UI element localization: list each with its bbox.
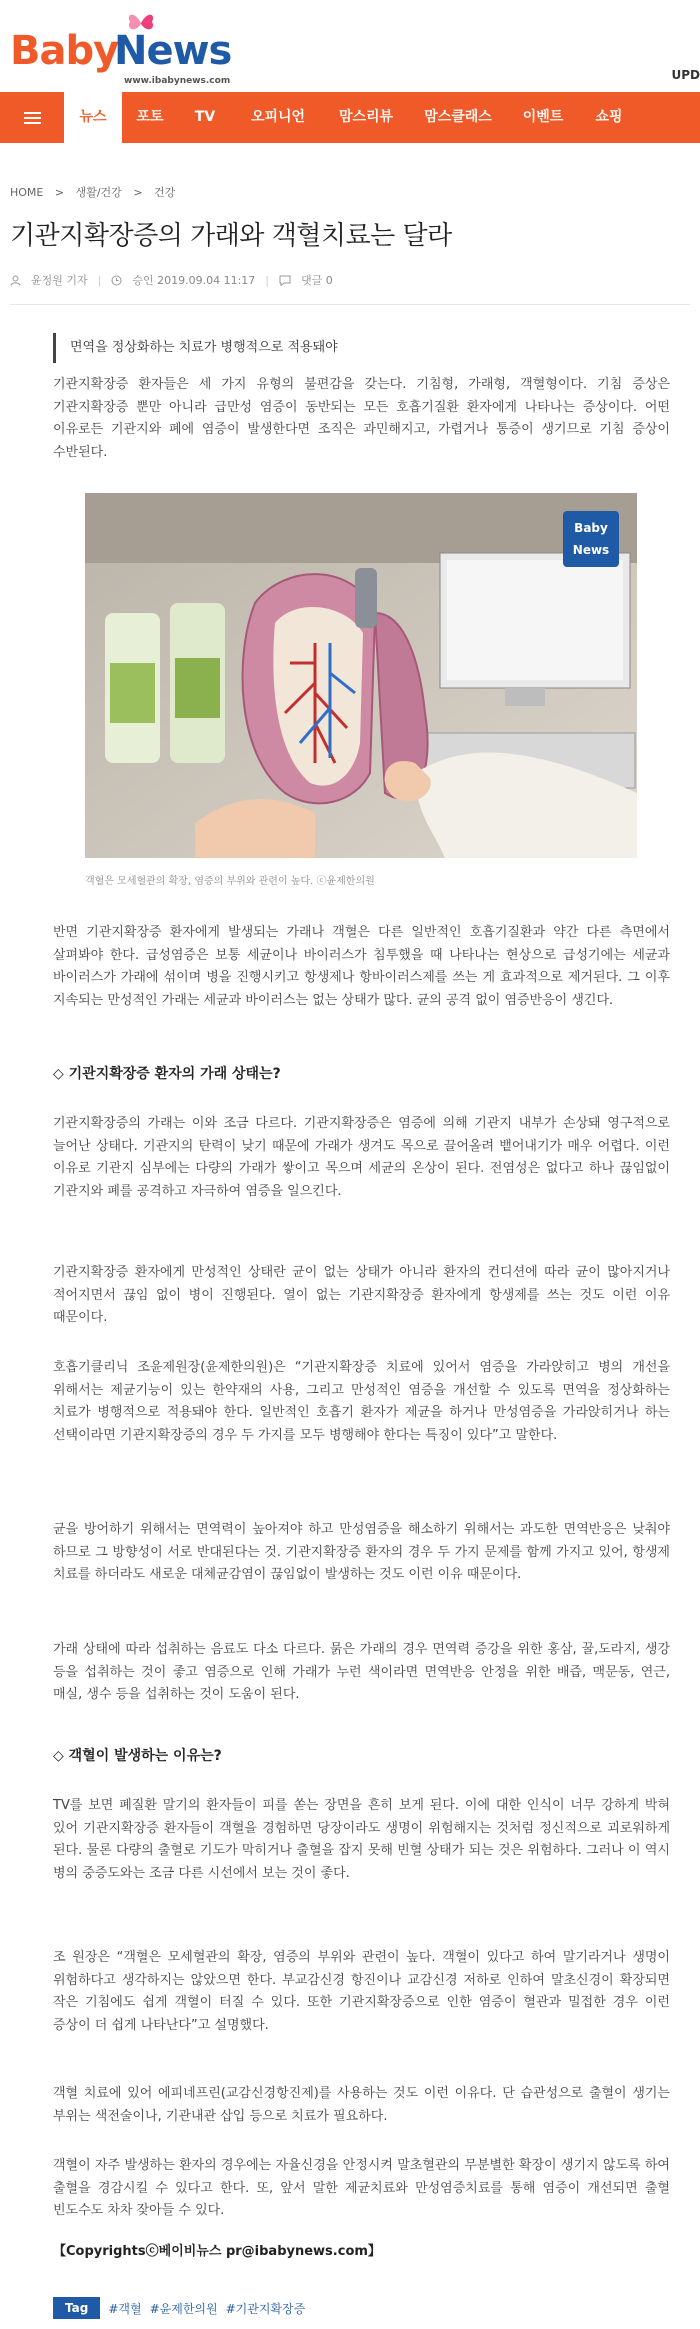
article-paragraph: 객혈 치료에 있어 에피네프린(교감신경항진제)를 사용하는 것도 이런 이유다. 단 습관성으로 출혈이 생기는 부위는 색전술이나, 기관내관 삽입 등으로 치료가 필요하다. bbox=[53, 2086, 670, 2124]
section-heading: ◇ 기관지확장증 환자의 가래 상태는? bbox=[53, 1066, 281, 1082]
tag-link[interactable]: #객혈 bbox=[108, 2301, 142, 2316]
watermark-news: News bbox=[572, 543, 610, 557]
tag-link[interactable]: #기관지확장증 bbox=[225, 2301, 306, 2316]
main-nav bbox=[0, 92, 700, 143]
article-meta bbox=[10, 272, 333, 288]
article-paragraph: 기관지확장증 환자들은 세 가지 유형의 불편감을 갖는다. 기침형, 가래형, 객혈형이다. 기침 증상은 기관지확장증 뿐만 아니라 급만성 염증이 동반되는 모든 호흡기질환 환자에게 나타나는 증상이다. 어떤 이유로든 기관지와 폐에 염증이 발생한다면 조직은 과민해지고, 가렵거나 통증이 생기므로 기침 증상이 수반된다. bbox=[53, 377, 670, 461]
clock-icon bbox=[111, 275, 122, 286]
article-subheading: 면역을 정상화하는 치료가 병행적으로 적용돼야 bbox=[53, 333, 647, 363]
watermark-baby: Baby bbox=[574, 521, 608, 535]
title-divider bbox=[10, 304, 690, 305]
comment-icon bbox=[279, 275, 291, 286]
article-paragraph: TV를 보면 폐질환 말기의 환자들이 피를 쏟는 장면을 흔히 보게 된다. 이에 대한 인식이 너무 강하게 박혀 있어 기관지확장증 환자들이 객혈을 경험하면 당장이라도 생명이 위험해지는 것처럼 정신적으로 괴로워하게 된다. 물론 다량의 출혈로 기도가 막히거나 출혈을 잡지 못해 빈혈 상태가 되는 것은 위험하다. 그러나 이 역시 병의 중증도와는 조금 다른 시선에서 보는 것이 좋다. bbox=[53, 1798, 670, 1882]
nav-item-moms-review[interactable]: 맘스리뷰 bbox=[338, 109, 394, 125]
nav-item-opinion[interactable]: 오피니언 bbox=[250, 109, 306, 125]
lung-model-image bbox=[85, 493, 637, 858]
breadcrumb-subcategory[interactable]: 건강 bbox=[154, 186, 176, 199]
article-paragraph: 기관지확장증 환자에게 만성적인 상태란 균이 없는 상태가 아니라 환자의 컨디션에 따라 균이 많아지거나 적어지면서 끊임 없이 병이 진행된다. 열이 없는 기관지확장증 환자에게 항생제를 쓰는 것도 이런 이유 때문이다. bbox=[53, 1265, 670, 1326]
logo-baby-text: Baby bbox=[10, 28, 119, 74]
user-icon bbox=[10, 275, 21, 286]
article-paragraph: 균을 방어하기 위해서는 면역력이 높아져야 하고 만성염증을 해소하기 위해서는 과도한 면역반응은 낮춰야 하므로 그 방향성이 서로 반대된다는 것. 기관지확장증 환자의 경우 두 가지 문제를 함께 가지고 있어, 항생제 치료를 하더라도 새로운 대체균감염이 끊임없이 발생하는 것도 이런 이유 때문이다. bbox=[53, 1522, 670, 1583]
site-logo[interactable] bbox=[10, 10, 245, 85]
nav-item-photo[interactable]: 포토 bbox=[136, 109, 164, 125]
nav-item-news[interactable]: 뉴스 bbox=[64, 92, 122, 143]
breadcrumb-category[interactable]: 생활/건강 bbox=[75, 186, 122, 199]
site-header bbox=[0, 0, 700, 92]
photo-caption: 객혈은 모세혈관의 확장, 염증의 부위와 관련이 높다. ⓒ윤제한의원 bbox=[85, 876, 375, 887]
breadcrumb-home[interactable]: HOME bbox=[10, 186, 44, 199]
tag-link[interactable]: #윤제한의원 bbox=[149, 2301, 218, 2316]
nav-item-moms-class[interactable]: 맘스클래스 bbox=[424, 109, 492, 125]
breadcrumb bbox=[10, 184, 183, 200]
breadcrumb-separator: > bbox=[133, 186, 143, 199]
article-paragraph: 기관지확장증의 가래는 이와 조금 다르다. 기관지확장증은 염증에 의해 기관지 내부가 손상돼 영구적으로 늘어난 상태다. 기관지의 탄력이 낮기 때문에 가래가 생겨도 목으로 끌어올려 뱉어내기가 매우 어렵다. 이런 이유로 기관지 심부에는 다량의 가래가 쌓이고 목으며 세균의 온상이 된다. 전염성은 없다고 하나 끊임없이 기관지와 폐를 공격하고 자극하여 염증을 일으킨다. bbox=[53, 1116, 670, 1200]
tag-list bbox=[53, 2297, 305, 2319]
article-photo bbox=[85, 493, 637, 858]
article-author: 윤정원 기자 bbox=[31, 274, 88, 287]
article-date: 승인 2019.09.04 11:17 bbox=[132, 274, 256, 287]
article-paragraph: 가래 상태에 따라 섭취하는 음료도 다소 다르다. 묽은 가래의 경우 면역력 증강을 위한 홍삼, 꿀,도라지, 생강 등을 섭취하는 것이 좋고 염증으로 인해 가래가 누런 색이라면 면역반응 안정을 위한 배즙, 맥문동, 연근, 매실, 생수 등을 섭취하는 것이 도움이 된다. bbox=[53, 1642, 670, 1703]
article-title: 기관지확장증의 가래와 객혈치료는 달라 bbox=[10, 221, 452, 251]
hamburger-icon bbox=[24, 109, 41, 127]
nav-item-tv[interactable]: TV bbox=[194, 109, 216, 125]
article-paragraph: 조 원장은 “객혈은 모세혈관의 확장, 염증의 부위와 관련이 높다. 객혈이 있다고 하여 말기라거나 생명이 위험하다고 생각하지는 않았으면 한다. 부교감신경 항진이나 교감신경 저하로 인하여 말초신경이 확장되면 작은 기침에도 쉽게 객혈이 터질 수 있다. 또한 기관지확장증으로 인한 염증이 혈관과 밀접한 경우 이런 증상이 더 쉽게 나타난다”고 설명했다. bbox=[53, 1950, 670, 2034]
article-paragraph: 호흡기클리닉 조윤제원장(윤제한의원)은 “기관지확장증 치료에 있어서 염증을 가라앉히고 병의 개선을 위해서는 제균기능이 있는 한약재의 사용, 그리고 만성적인 염증을 개선할 수 있도록 면역을 정상화하는 치료가 병행적으로 적용돼야 한다. 일반적인 호흡기 환자가 제균을 하거나 만성염증을 가라앉히거나 하는 선택이라면 기관지확장증의 경우 두 가지를 모두 병행해야 한다는 특징이 있다”고 말한다. bbox=[53, 1360, 670, 1444]
logo-url: www.ibabynews.com bbox=[124, 76, 231, 86]
nav-item-event[interactable]: 이벤트 bbox=[522, 109, 564, 125]
section-heading: ◇ 객혈이 발생하는 이유는? bbox=[53, 1748, 222, 1764]
meta-divider: | bbox=[97, 273, 102, 287]
article-paragraph: 반면 기관지확장증 환자에게 발생되는 가래나 객혈은 다른 일반적인 호흡기질환과 약간 다른 측면에서 살펴봐야 한다. 급성염증은 보통 세균이나 바이러스가 침투했을 때 나타나는 현상으로 급성기에는 세균과 바이러스가 가래에 섞이며 병을 진행시키고 항생제나 항바이러스제를 쓰는 게 효과적으로 제거된다. 그 이후 지속되는 만성적인 가래는 세균과 바이러스는 없는 상태가 많다. 균의 공격 없이 염증반응이 생긴다. bbox=[53, 925, 670, 1009]
update-label: UPD bbox=[671, 68, 700, 82]
tag-label: Tag bbox=[53, 2297, 100, 2319]
nav-item-shopping[interactable]: 쇼핑 bbox=[595, 109, 623, 125]
breadcrumb-separator: > bbox=[54, 186, 65, 199]
copyright-notice: 【Copyrightsⓒ베이비뉴스 pr@ibabynews.com】 bbox=[53, 2244, 381, 2259]
logo-news-text: News bbox=[114, 28, 232, 74]
article-comments[interactable]: 댓글 0 bbox=[301, 274, 333, 287]
meta-divider: | bbox=[265, 273, 270, 287]
menu-button[interactable] bbox=[0, 92, 64, 143]
article-paragraph: 객혈이 자주 발생하는 환자의 경우에는 자율신경을 안정시켜 말초혈관의 무분별한 확장이 생기지 않도록 하여 출혈을 경감시킬 수 있다고 한다. 또, 앞서 말한 제균치료와 만성염증치료를 통해 염증이 개선되면 출혈 빈도수도 차차 잦아들 수 있다. bbox=[53, 2158, 670, 2219]
photo-watermark-logo bbox=[563, 511, 619, 567]
